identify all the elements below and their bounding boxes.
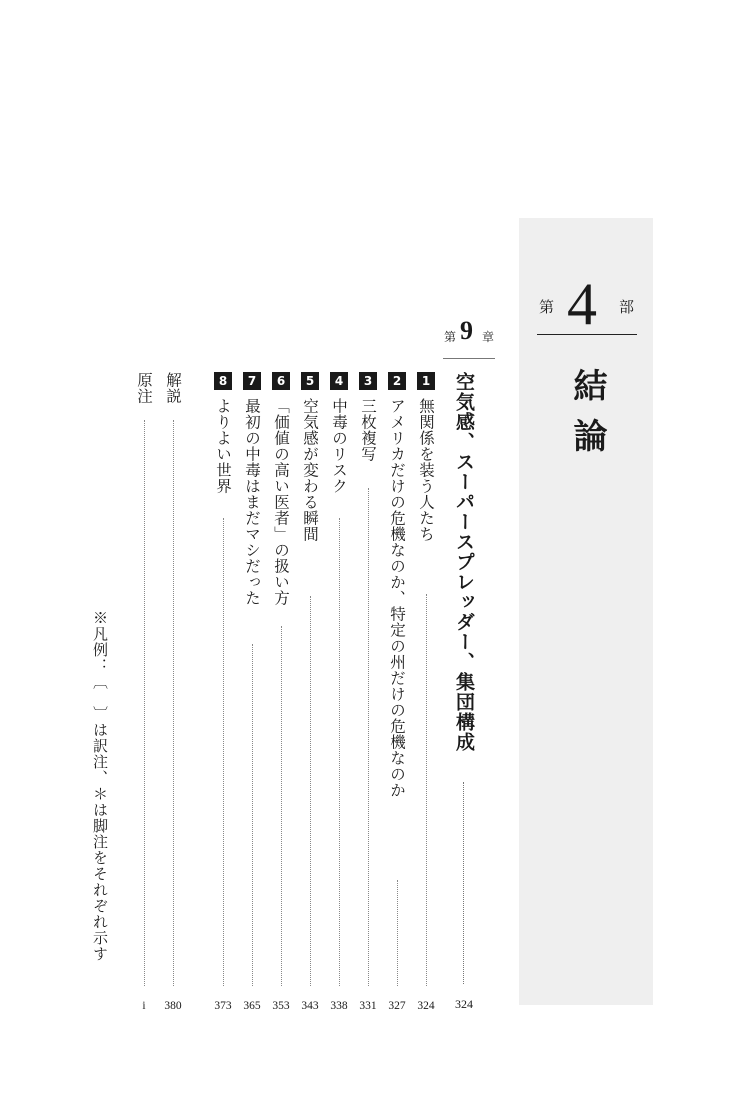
page-number: 365: [243, 1000, 261, 1012]
section-number-badge: 3: [359, 372, 377, 390]
page-number: 338: [330, 1000, 348, 1012]
chapter-label: [430, 318, 496, 358]
chapter-prefix: 第: [444, 330, 457, 344]
section-number-badge: 5: [301, 372, 319, 390]
page-number: 324: [417, 1000, 435, 1012]
leader-dots: [463, 782, 464, 984]
leader-dots: [426, 594, 427, 986]
section-title: 最初の中毒はまだマシだった: [243, 398, 261, 606]
section-number-badge: 8: [214, 372, 232, 390]
commentary-title: 解説: [164, 372, 182, 404]
toc-entry-chapter[interactable]: [451, 372, 477, 1012]
toc-entry-section[interactable]: [327, 372, 351, 1012]
toc-entry-section[interactable]: [414, 372, 438, 1012]
section-title: よりよい世界: [214, 398, 232, 494]
section-title: 空気感が変わる瞬間: [301, 398, 319, 542]
toc-entry-notes[interactable]: [132, 372, 156, 1012]
leader-dots: [397, 880, 398, 986]
section-title: 三枚複写: [359, 398, 377, 462]
section-number-badge: 7: [243, 372, 261, 390]
part-label: [519, 246, 653, 337]
section-title: 「価値の高い医者」の扱い方: [272, 398, 290, 606]
section-number-badge: 1: [417, 372, 435, 390]
toc-entry-section[interactable]: [211, 372, 235, 1012]
toc-entry-section[interactable]: [356, 372, 380, 1012]
leader-dots: [173, 420, 174, 986]
leader-dots: [144, 420, 145, 986]
leader-dots: [368, 488, 369, 986]
section-number-badge: 2: [388, 372, 406, 390]
leader-dots: [223, 518, 224, 986]
page-number: 343: [301, 1000, 319, 1012]
page-number: 327: [388, 1000, 406, 1012]
leader-dots: [310, 596, 311, 986]
legend-notice: ※凡例：〔 〕は訳注、＊は脚注をそれぞれ示す: [91, 610, 109, 962]
leader-dots: [281, 626, 282, 986]
page-number: i: [142, 1000, 146, 1012]
page-number: 373: [214, 1000, 232, 1012]
section-title: 無関係を装う人たち: [417, 398, 435, 542]
page-number: 353: [272, 1000, 290, 1012]
leader-dots: [339, 518, 340, 986]
page-number: 380: [164, 1000, 182, 1012]
chapter-rule: [443, 358, 495, 359]
chapter-number: 9: [460, 316, 473, 345]
part-panel: [519, 218, 653, 1005]
chapter-suffix: 章: [482, 330, 495, 344]
toc-entry-commentary[interactable]: [161, 372, 185, 1012]
section-title: 中毒のリスク: [330, 398, 348, 494]
part-number: 4: [567, 271, 597, 337]
chapter-title: 空気感、スーパースプレッダー、集団構成: [453, 372, 475, 752]
page-number: 331: [359, 1000, 377, 1012]
part-suffix: 部: [619, 298, 635, 316]
toc-entry-section[interactable]: [240, 372, 264, 1012]
part-prefix: 第: [539, 298, 555, 316]
part-rule: [537, 334, 637, 335]
leader-dots: [252, 644, 253, 986]
notes-title: 原注: [135, 372, 153, 404]
toc-entry-section[interactable]: [269, 372, 293, 1012]
part-title: 結論: [567, 368, 607, 468]
page-number: 324: [455, 997, 473, 1011]
section-title: アメリカだけの危機なのか、特定の州だけの危機なのか: [388, 398, 406, 798]
toc-entry-section[interactable]: [385, 372, 409, 1012]
section-number-badge: 4: [330, 372, 348, 390]
section-number-badge: 6: [272, 372, 290, 390]
toc-entry-section[interactable]: [298, 372, 322, 1012]
